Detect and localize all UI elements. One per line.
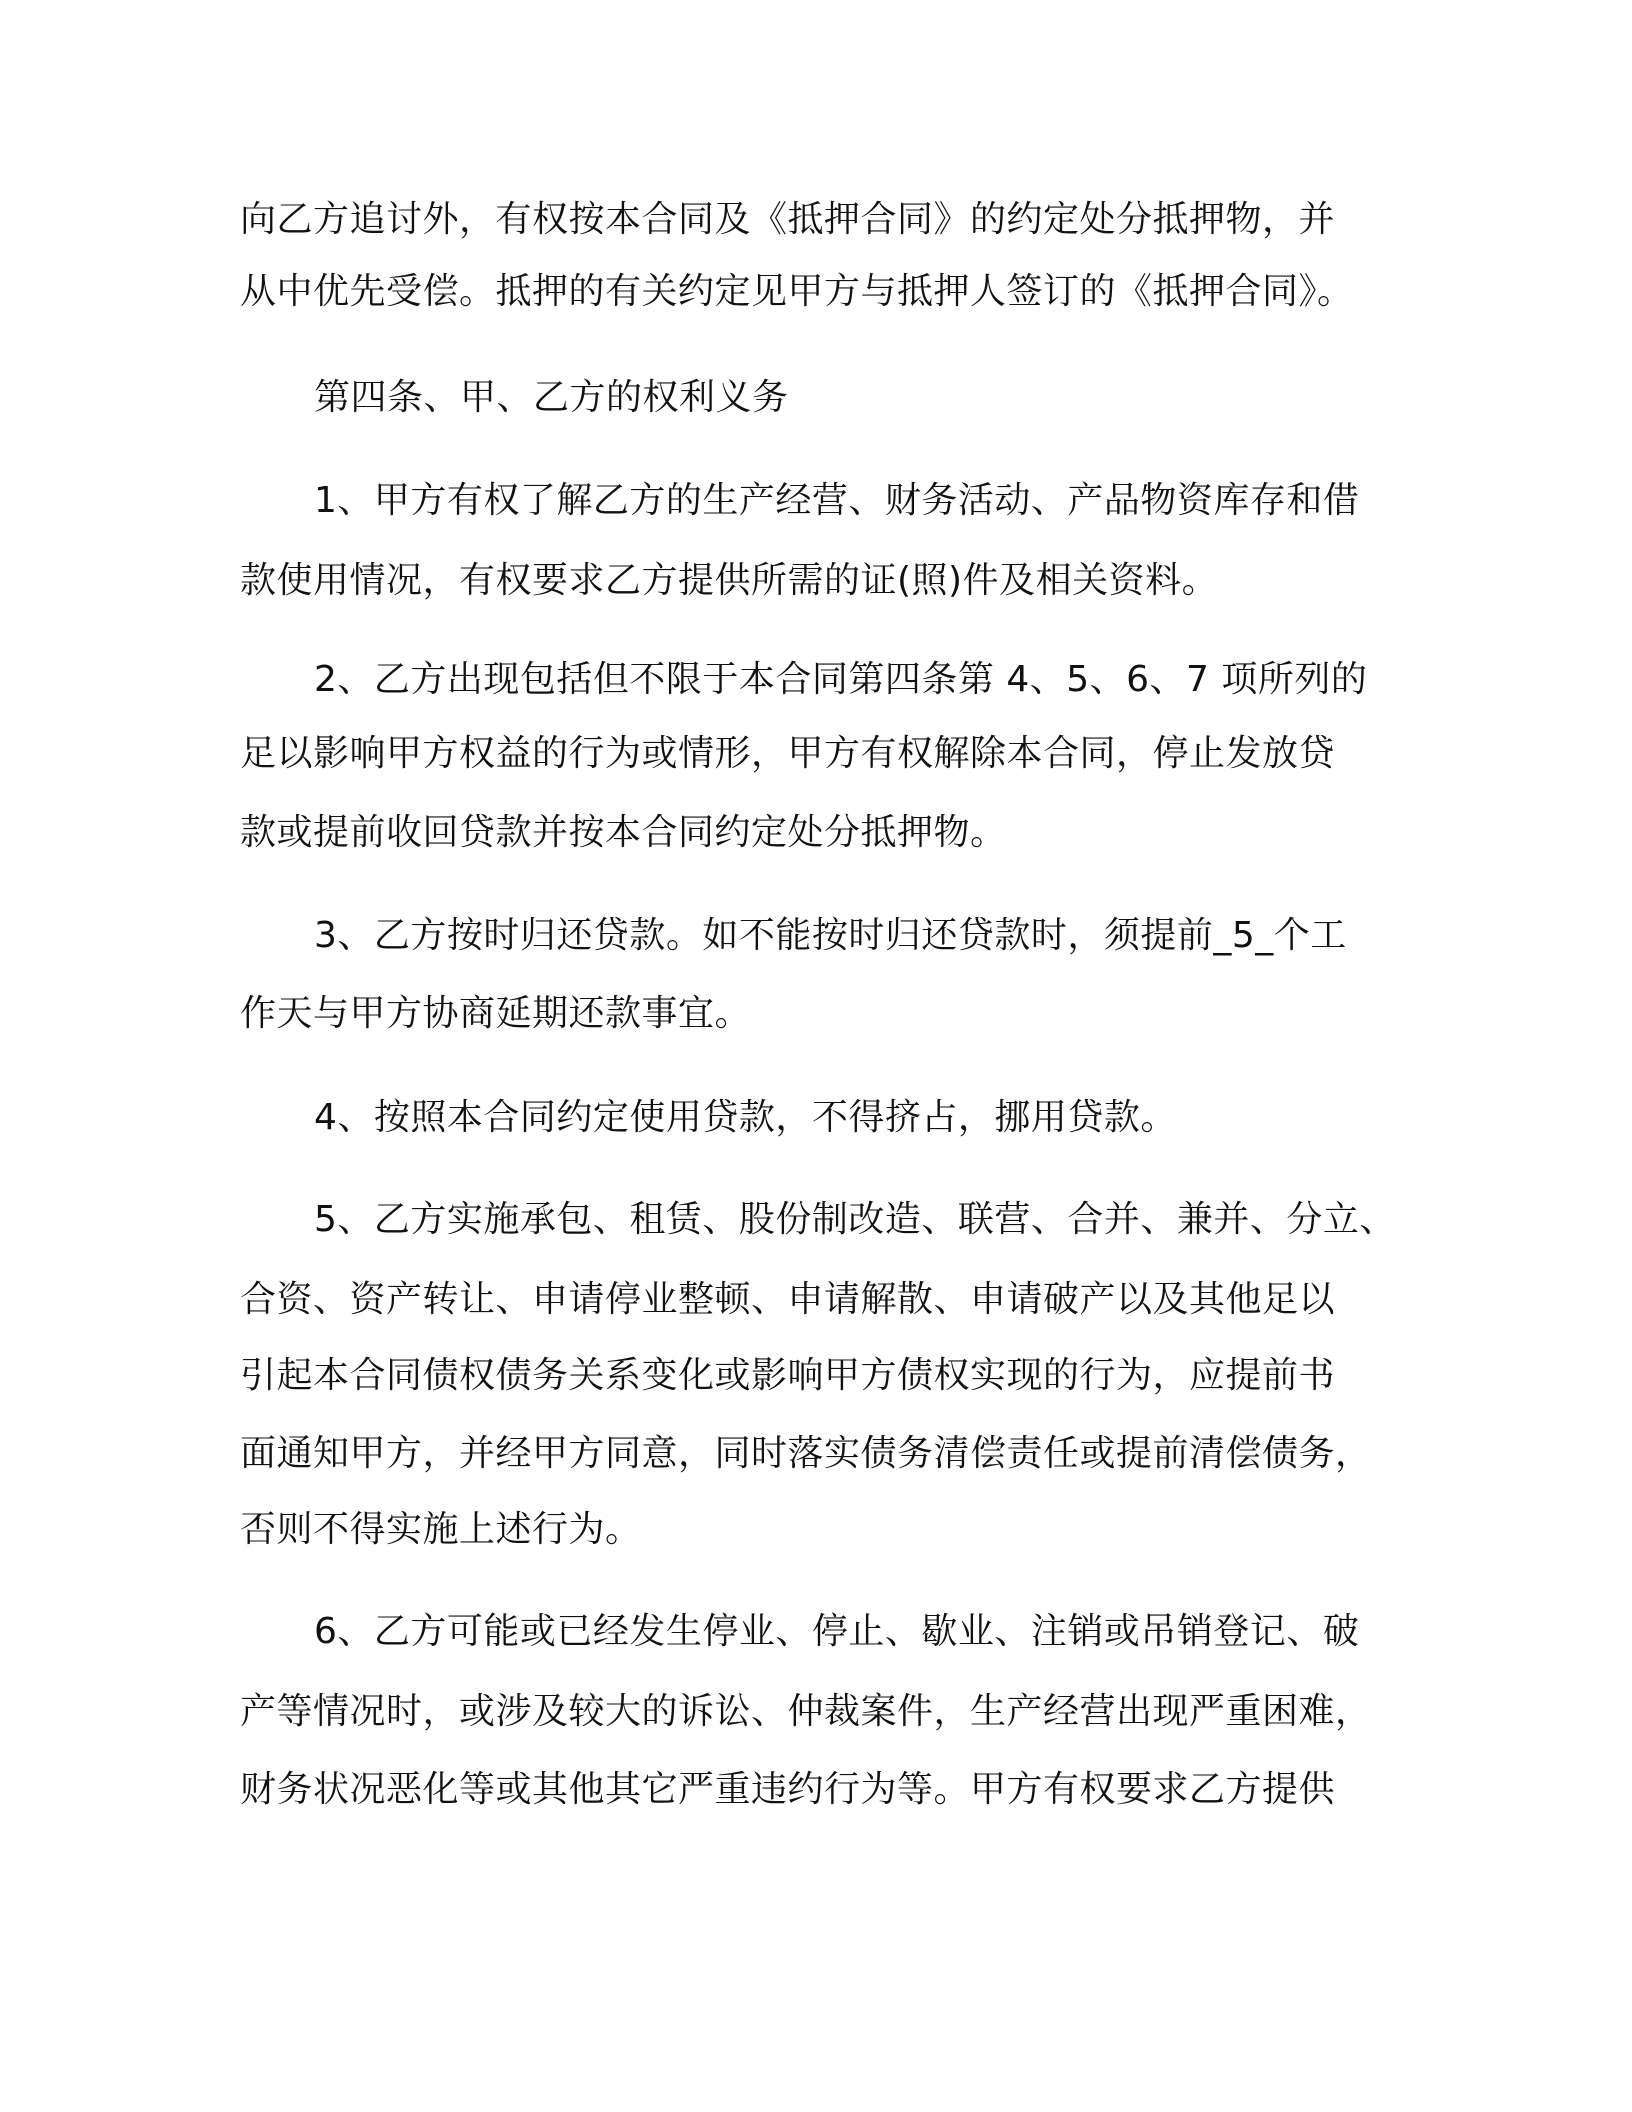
- text-line: 款或提前收回贷款并按本合同约定处分抵押物。: [240, 812, 1007, 853]
- text-line: 产等情况时，或涉及较大的诉讼、仲裁案件，生产经营出现严重困难，: [240, 1691, 1372, 1732]
- text-line: 款使用情况，有权要求乙方提供所需的证(照)件及相关资料。: [240, 560, 1219, 601]
- text-line: 5、乙方实施承包、租赁、股份制改造、联营、合并、兼并、分立、: [314, 1199, 1396, 1240]
- section-heading: 第四条、甲、乙方的权利义务: [314, 377, 789, 418]
- text-line: 面通知甲方，并经甲方同意，同时落实债务清偿责任或提前清偿债务，: [240, 1433, 1372, 1474]
- text-line: 2、乙方出现包括但不限于本合同第四条第 4、5、6、7 项所列的: [314, 659, 1368, 700]
- text-line: 否则不得实施上述行为。: [240, 1509, 642, 1550]
- text-line: 4、按照本合同约定使用贷款，不得挤占，挪用贷款。: [314, 1097, 1177, 1138]
- text-line: 合资、资产转让、申请停业整顿、申请解散、申请破产以及其他足以: [240, 1279, 1336, 1320]
- text-line: 从中优先受偿。抵押的有关约定见甲方与抵押人签订的《抵押合同》。: [240, 271, 1354, 312]
- text-line: 3、乙方按时归还贷款。如不能按时归还贷款时，须提前_5_个工: [314, 915, 1347, 956]
- text-line: 引起本合同债权债务关系变化或影响甲方债权实现的行为，应提前书: [240, 1355, 1336, 1396]
- text-line: 6、乙方可能或已经发生停业、停止、歇业、注销或吊销登记、破: [314, 1611, 1360, 1652]
- text-line: 作天与甲方协商延期还款事宜。: [240, 993, 752, 1034]
- text-line: 向乙方追讨外，有权按本合同及《抵押合同》的约定处分抵押物，并: [240, 199, 1336, 240]
- text-line: 足以影响甲方权益的行为或情形，甲方有权解除本合同，停止发放贷: [240, 733, 1336, 774]
- text-line: 财务状况恶化等或其他其它严重违约行为等。甲方有权要求乙方提供: [240, 1769, 1336, 1810]
- text-line: 1、甲方有权了解乙方的生产经营、财务活动、产品物资库存和借: [314, 480, 1360, 521]
